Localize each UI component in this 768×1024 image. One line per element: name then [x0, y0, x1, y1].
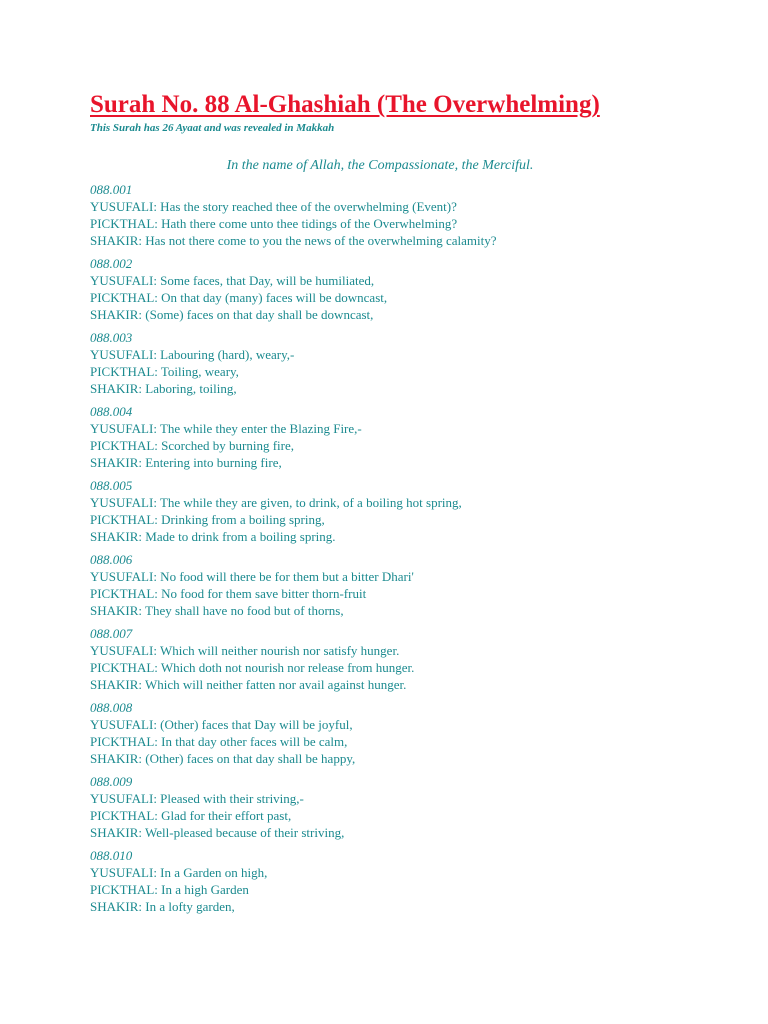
pickthal-translation: PICKTHAL: No food for them save bitter thorn-fruit: [90, 586, 367, 601]
page-title: Surah No. 88 Al-Ghashiah (The Overwhelming): [90, 91, 600, 118]
verse-block: [90, 255, 730, 323]
pickthal-translation: PICKTHAL: Glad for their effort past,: [90, 808, 292, 823]
yusufali-translation: YUSUFALI: Which will neither nourish nor satisfy hunger.: [90, 643, 400, 658]
shakir-translation: SHAKIR: Has not there come to you the news of the overwhelming calamity?: [90, 233, 497, 248]
pickthal-translation: PICKTHAL: Hath there come unto thee tidings of the Overwhelming?: [90, 216, 458, 231]
shakir-translation: SHAKIR: Which will neither fatten nor avail against hunger.: [90, 677, 407, 692]
shakir-translation: SHAKIR: (Other) faces on that day shall be happy,: [90, 751, 356, 766]
shakir-translation: SHAKIR: Entering into burning fire,: [90, 455, 282, 470]
pickthal-translation: PICKTHAL: In a high Garden: [90, 882, 249, 897]
verse-block: [90, 699, 730, 767]
verse-number: 088.001: [90, 182, 133, 197]
verse-number: 088.010: [90, 848, 133, 863]
verse-block: [90, 477, 730, 545]
yusufali-translation: YUSUFALI: The while they enter the Blazing Fire,-: [90, 421, 362, 436]
shakir-translation: SHAKIR: Made to drink from a boiling spring.: [90, 529, 336, 544]
verse-number: 088.008: [90, 700, 133, 715]
verse-block: [90, 625, 730, 693]
pickthal-translation: PICKTHAL: Scorched by burning fire,: [90, 438, 294, 453]
pickthal-translation: PICKTHAL: Drinking from a boiling spring,: [90, 512, 325, 527]
yusufali-translation: YUSUFALI: In a Garden on high,: [90, 865, 268, 880]
bismillah-heading: In the name of Allah, the Compassionate, the Merciful.: [226, 158, 534, 173]
yusufali-translation: YUSUFALI: The while they are given, to drink, of a boiling hot spring,: [90, 495, 462, 510]
verse-block: [90, 551, 730, 619]
verse-block: [90, 773, 730, 841]
pickthal-translation: PICKTHAL: On that day (many) faces will be downcast,: [90, 290, 388, 305]
verse-number: 088.002: [90, 256, 133, 271]
verse-block: [90, 329, 730, 397]
verse-block: [90, 403, 730, 471]
verse-number: 088.005: [90, 478, 133, 493]
verse-block: [90, 847, 730, 915]
page-subtitle: This Surah has 26 Ayaat and was revealed in Makkah: [90, 122, 335, 134]
yusufali-translation: YUSUFALI: Some faces, that Day, will be humiliated,: [90, 273, 375, 288]
yusufali-translation: YUSUFALI: Labouring (hard), weary,-: [90, 347, 295, 362]
pickthal-translation: PICKTHAL: Toiling, weary,: [90, 364, 239, 379]
verse-number: 088.006: [90, 552, 133, 567]
verse-number: 088.004: [90, 404, 133, 419]
verse-block: [90, 181, 730, 249]
yusufali-translation: YUSUFALI: Pleased with their striving,-: [90, 791, 304, 806]
document-page: [90, 90, 730, 921]
yusufali-translation: YUSUFALI: Has the story reached thee of the overwhelming (Event)?: [90, 199, 457, 214]
pickthal-translation: PICKTHAL: Which doth not nourish nor release from hunger.: [90, 660, 415, 675]
verse-number: 088.009: [90, 774, 133, 789]
verse-number: 088.003: [90, 330, 133, 345]
shakir-translation: SHAKIR: Laboring, toiling,: [90, 381, 237, 396]
yusufali-translation: YUSUFALI: (Other) faces that Day will be joyful,: [90, 717, 353, 732]
yusufali-translation: YUSUFALI: No food will there be for them but a bitter Dhari': [90, 569, 414, 584]
pickthal-translation: PICKTHAL: In that day other faces will be calm,: [90, 734, 348, 749]
shakir-translation: SHAKIR: They shall have no food but of thorns,: [90, 603, 344, 618]
verse-number: 088.007: [90, 626, 133, 641]
verse-list: [90, 181, 730, 915]
shakir-translation: SHAKIR: In a lofty garden,: [90, 899, 235, 914]
shakir-translation: SHAKIR: (Some) faces on that day shall be downcast,: [90, 307, 374, 322]
shakir-translation: SHAKIR: Well-pleased because of their striving,: [90, 825, 345, 840]
